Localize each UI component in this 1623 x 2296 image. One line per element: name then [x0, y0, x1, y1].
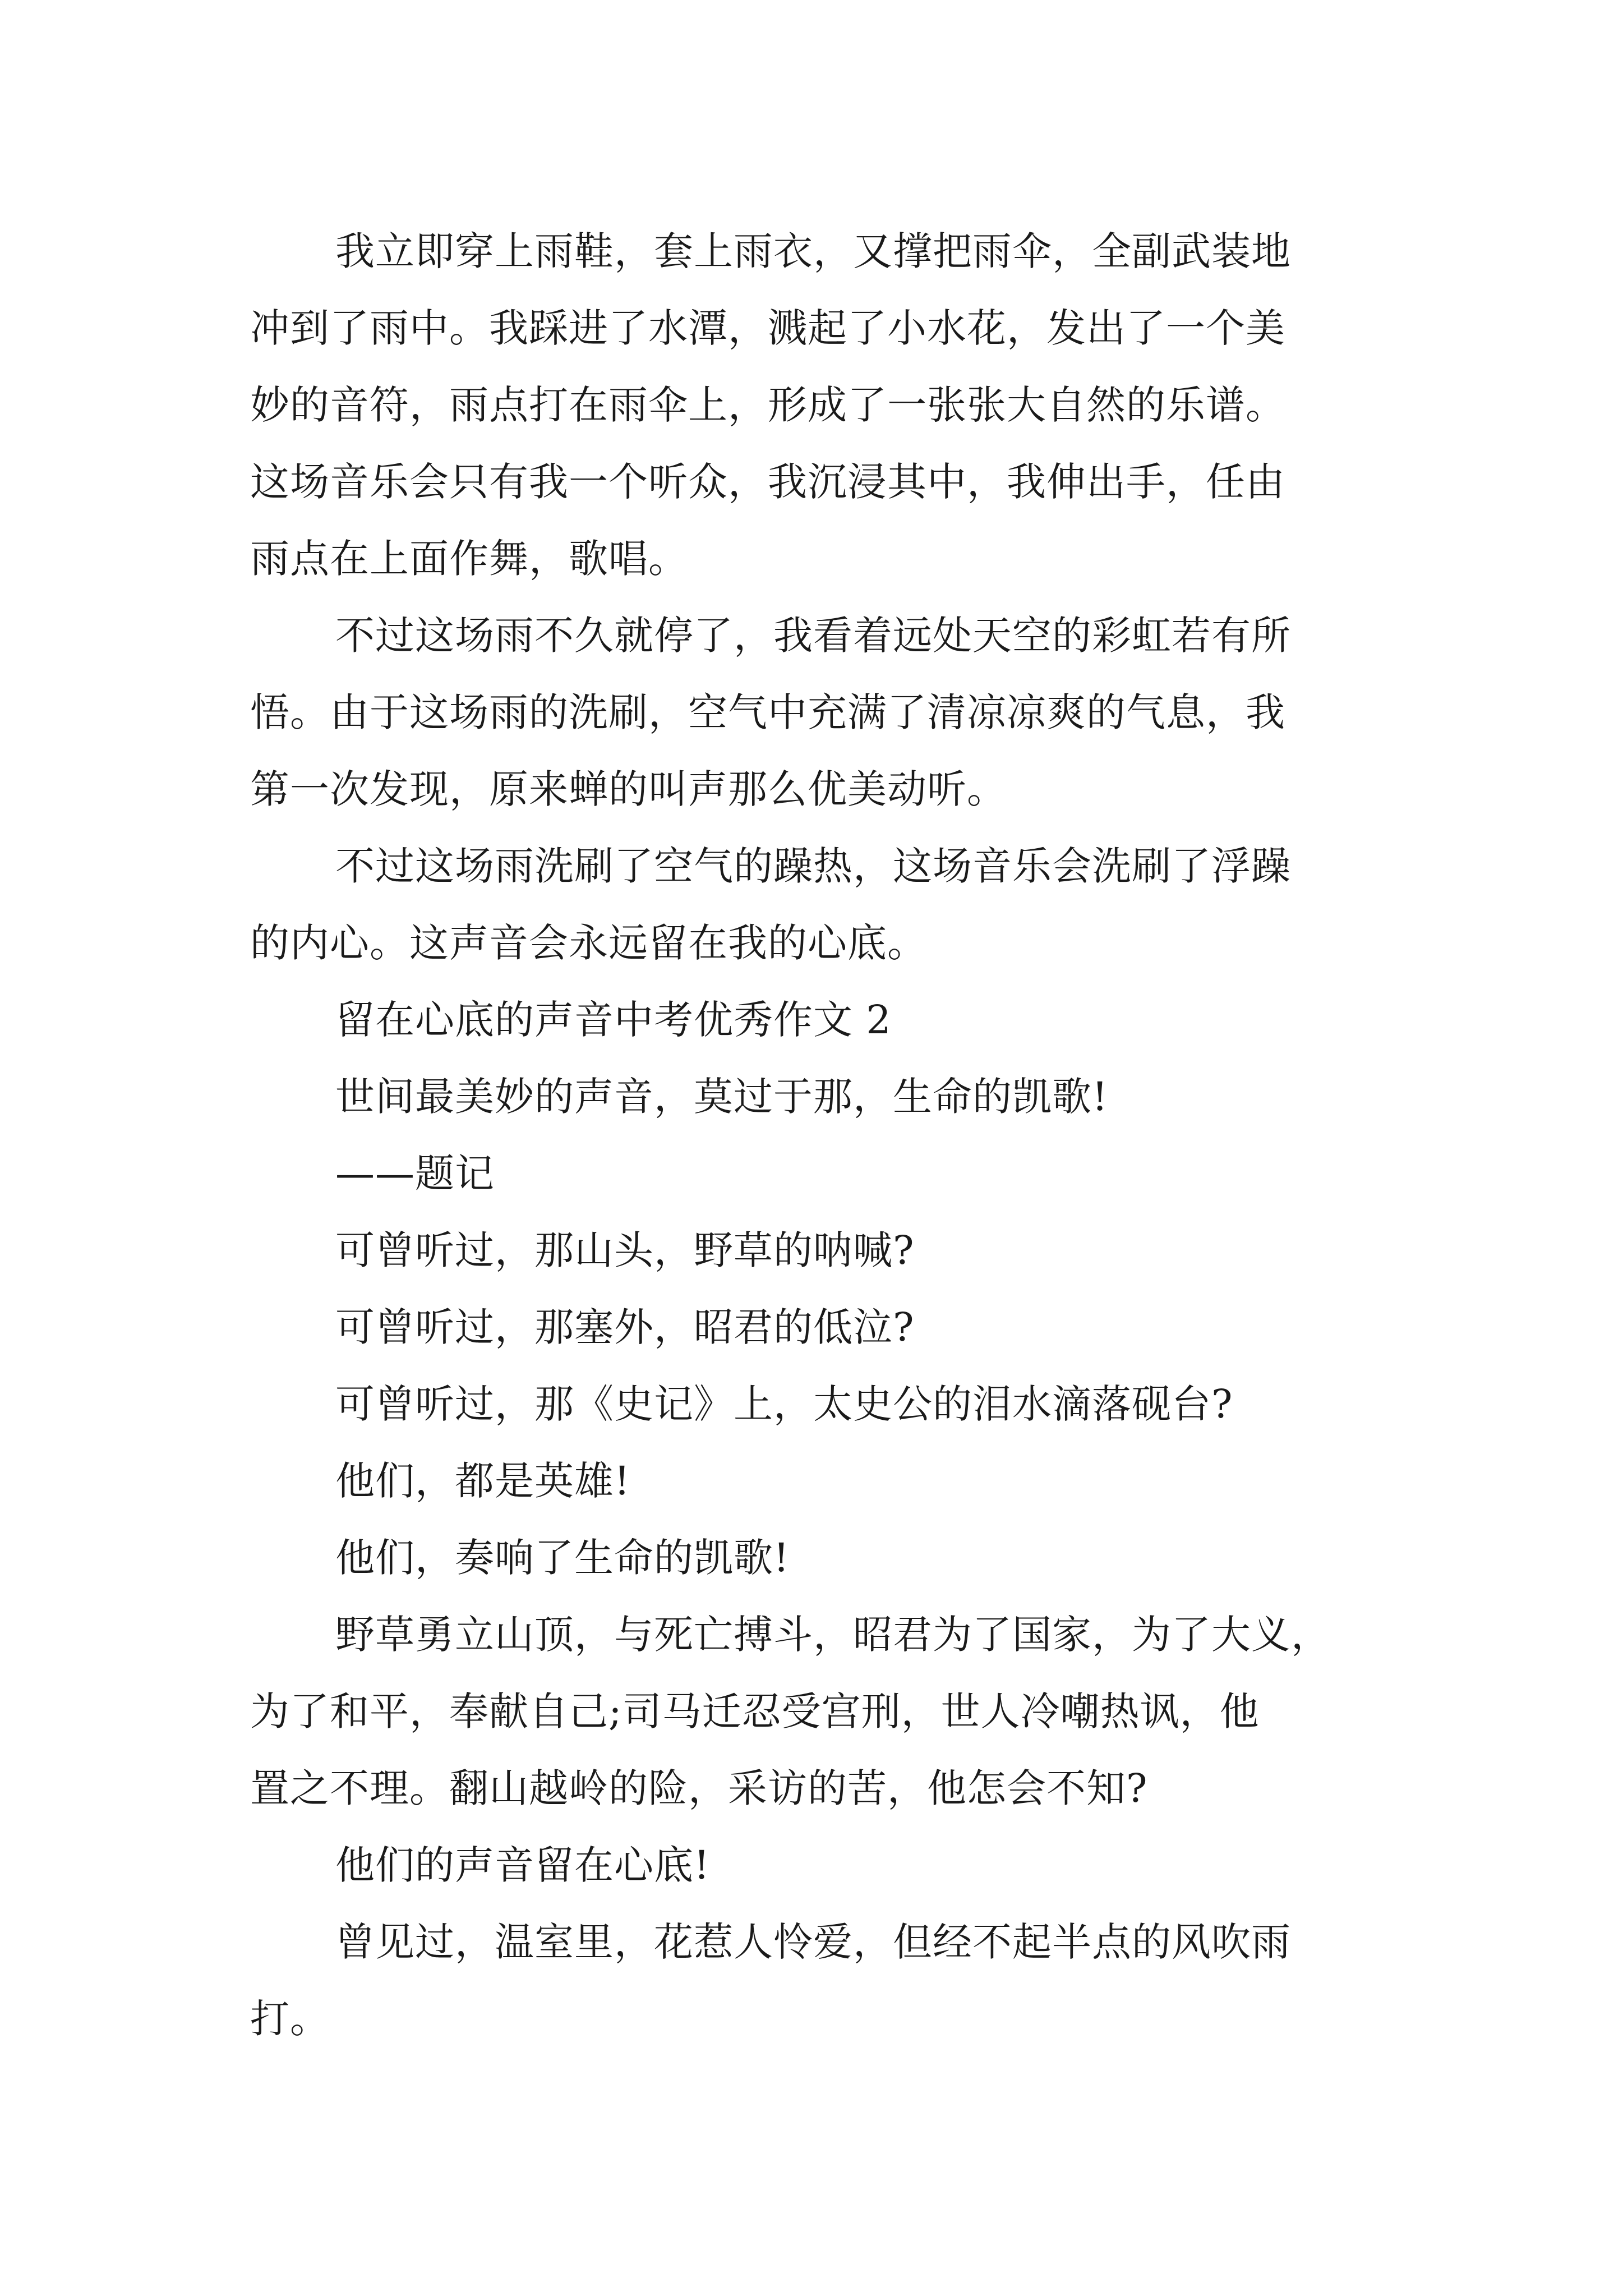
essay-body: [250, 213, 1405, 2058]
text-line: 我立即穿上雨鞋，套上雨衣，又撑把雨伞，全副武装地: [335, 228, 1291, 274]
text-line: 曾见过，温室里，花惹人怜爱，但经不起半点的风吹雨: [335, 1919, 1291, 1965]
text-line: 置之不理。翻山越岭的险，采访的苦，他怎会不知?: [250, 1765, 1148, 1811]
text-line: 为了和平，奉献自己;司马迁忍受宫刑，世人冷嘲热讽，他: [250, 1688, 1260, 1734]
text-line: 的内心。这声音会永远留在我的心底。: [250, 920, 927, 966]
text-line: 不过这场雨不久就停了，我看着远处天空的彩虹若有所: [335, 613, 1291, 659]
text-line: 妙的音符，雨点打在雨伞上，形成了一张张大自然的乐谱。: [250, 382, 1285, 428]
text-line: 第一次发现，原来蝉的叫声那么优美动听。: [250, 766, 1007, 812]
text-line: 可曾听过，那塞外，昭君的低泣?: [335, 1304, 915, 1350]
text-line: 他们，都是英雄!: [335, 1458, 631, 1504]
text-line: 打。: [250, 1996, 330, 2042]
text-line: 他们，奏响了生命的凯歌!: [335, 1535, 790, 1581]
text-line: 可曾听过，那山头，野草的呐喊?: [335, 1227, 915, 1273]
text-line: 雨点在上面作舞，歌唱。: [250, 536, 688, 582]
text-line: 可曾听过，那《史记》上，太史公的泪水滴落砚台?: [335, 1381, 1233, 1427]
text-line: 冲到了雨中。我踩进了水潭，溅起了小水花，发出了一个美: [250, 305, 1285, 351]
epigraph-line: 世间最美妙的声音，莫过于那，生命的凯歌!: [335, 1074, 1109, 1120]
text-line: 悟。由于这场雨的洗刷，空气中充满了清凉凉爽的气息，我: [250, 689, 1285, 735]
text-line: 野草勇立山顶，与死亡搏斗，昭君为了国家，为了大义，: [335, 1612, 1331, 1658]
text-line: 他们的声音留在心底!: [335, 1842, 711, 1888]
text-line: 不过这场雨洗刷了空气的躁热，这场音乐会洗刷了浮躁: [335, 843, 1291, 889]
text-line: 这场音乐会只有我一个听众，我沉浸其中，我伸出手，任由: [250, 459, 1285, 505]
section-heading: 留在心底的声音中考优秀作文 2: [335, 997, 892, 1043]
epigraph-attribution: ——题记: [335, 1151, 495, 1197]
